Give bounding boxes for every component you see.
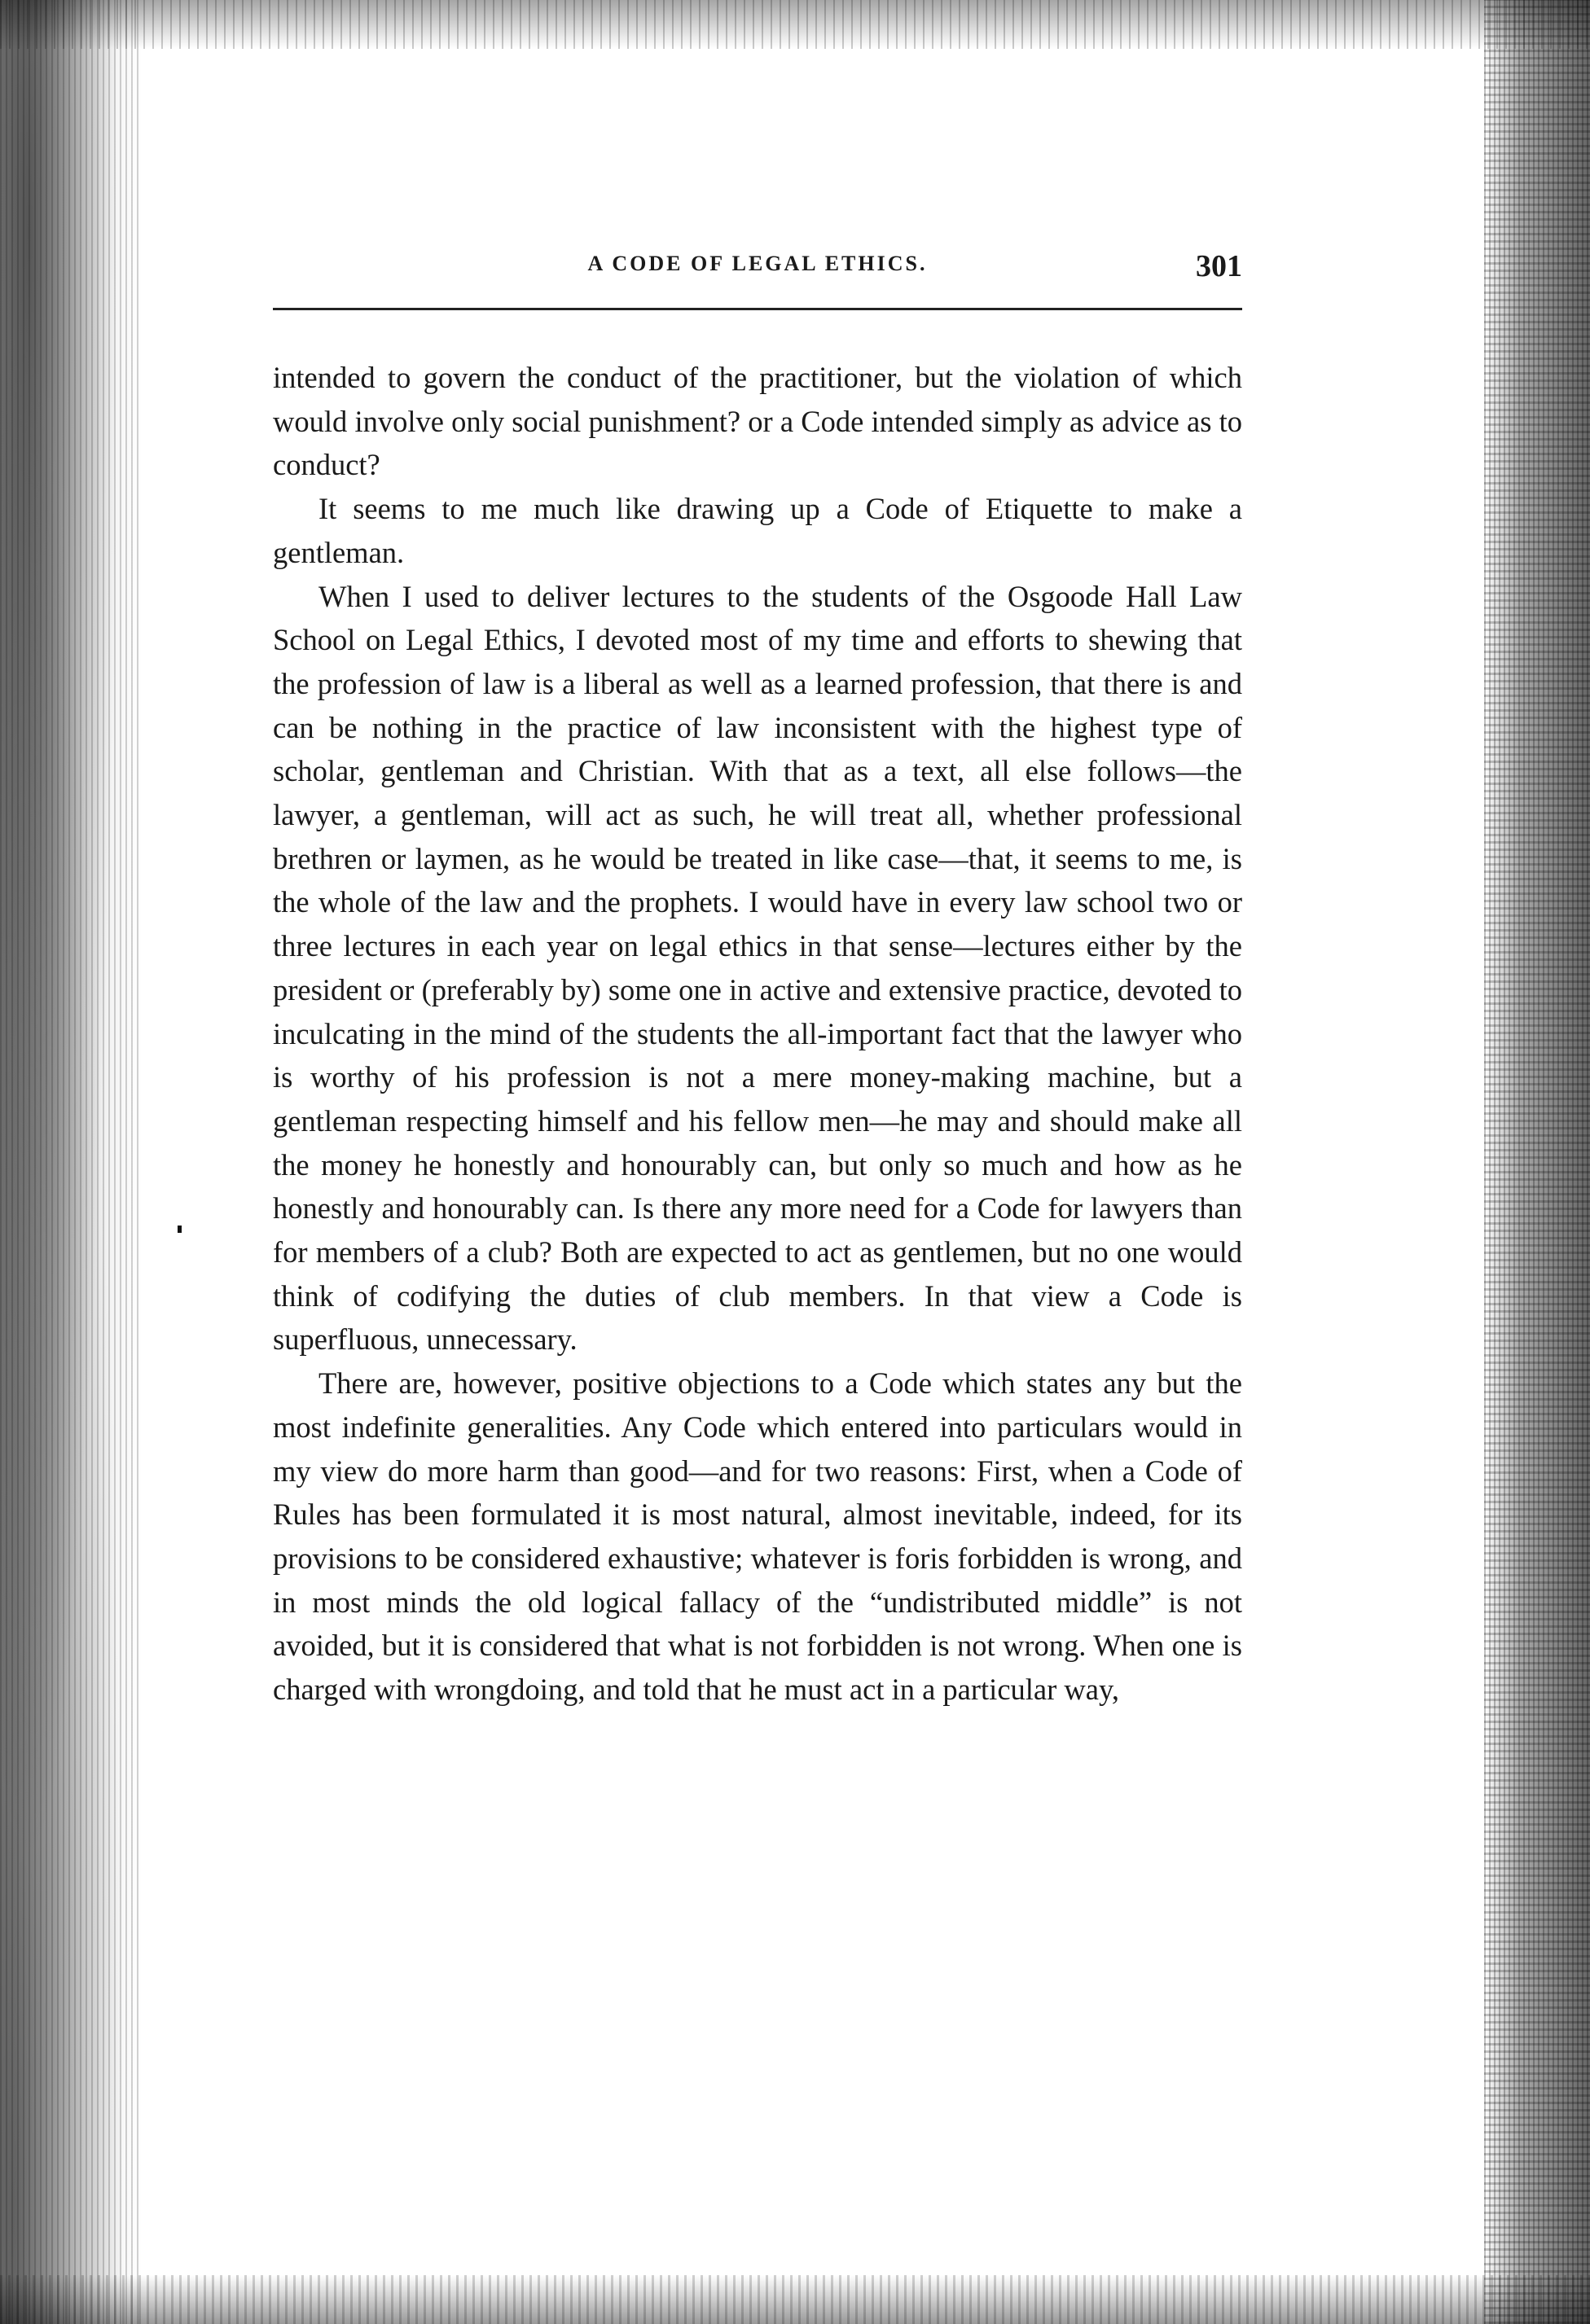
paragraph: It seems to me much like drawing up a Code of Etiquette to make a gentleman. <box>273 492 1242 569</box>
paragraph: When I used to deliver lectures to the students of the Osgoode Hall Law School on Legal Ethics, I devoted most of my time and efforts to shewing that the profession of law is a liberal as well as a learned profession, that there is and can be nothing in the practice of law inconsistent with the highest type of scholar, gentleman and Christian. With that as a text, all else follows—the lawyer, a gentleman, will act as such, he will treat all, whether professional brethren or laymen, as he would be treated in like case—that, it seems to me, is the whole of the law and the prophets. I would have in every law school two or three lectures in each year on legal ethics in that sense—lectures either by the president or (preferably by) some one in active and extensive practice, devoted to inculcating in the mind of the students the all-important fact that the lawyer who is worthy of his profession is not a mere money-making machine, but a gentleman respecting himself and his fellow men—he may and should make all the money he honestly and honourably can, but only so much and how as he honestly and honourably can. Is there any more need for a Code for lawyers than for members of a club? Both are expected to act as gentlemen, but no one would think of codifying the duties of club members. In that view a Code is superfluous, unnecessary. <box>273 579 1242 1357</box>
scan-edge-right <box>1484 0 1590 2324</box>
paragraph-continuation: intended to govern the conduct of the practitioner, but the violation of which would involve only social punishment? or a Code intended simply as advice as to conduct? <box>273 361 1242 482</box>
scan-edge-left <box>0 0 143 2324</box>
page-header <box>273 248 1242 291</box>
body-text <box>273 356 1242 1712</box>
header-rule <box>273 308 1242 310</box>
page-number: 301 <box>1196 249 1242 283</box>
scan-edge-bottom <box>0 2275 1590 2324</box>
running-head: A CODE OF LEGAL ETHICS. <box>587 252 928 275</box>
paragraph: There are, however, positive objections to a Code which states any but the most indefinite generalities. Any Code which entered into particulars would in my view do more harm than good—and for two reasons: First, when a Code of Rules has been formulated it is most natural, almost inevitable, indeed, for its provisions to be considered exhaustive; whatever is foris forbidden is wrong, and in most minds the old logical fallacy of the “undistributed middle” is not avoided, but it is considered that what is not forbidden is not wrong. When one is charged with wrongdoing, and told that he must act in a particular way, <box>273 1366 1242 1707</box>
scan-edge-top <box>0 0 1590 49</box>
margin-speck <box>178 1226 182 1233</box>
